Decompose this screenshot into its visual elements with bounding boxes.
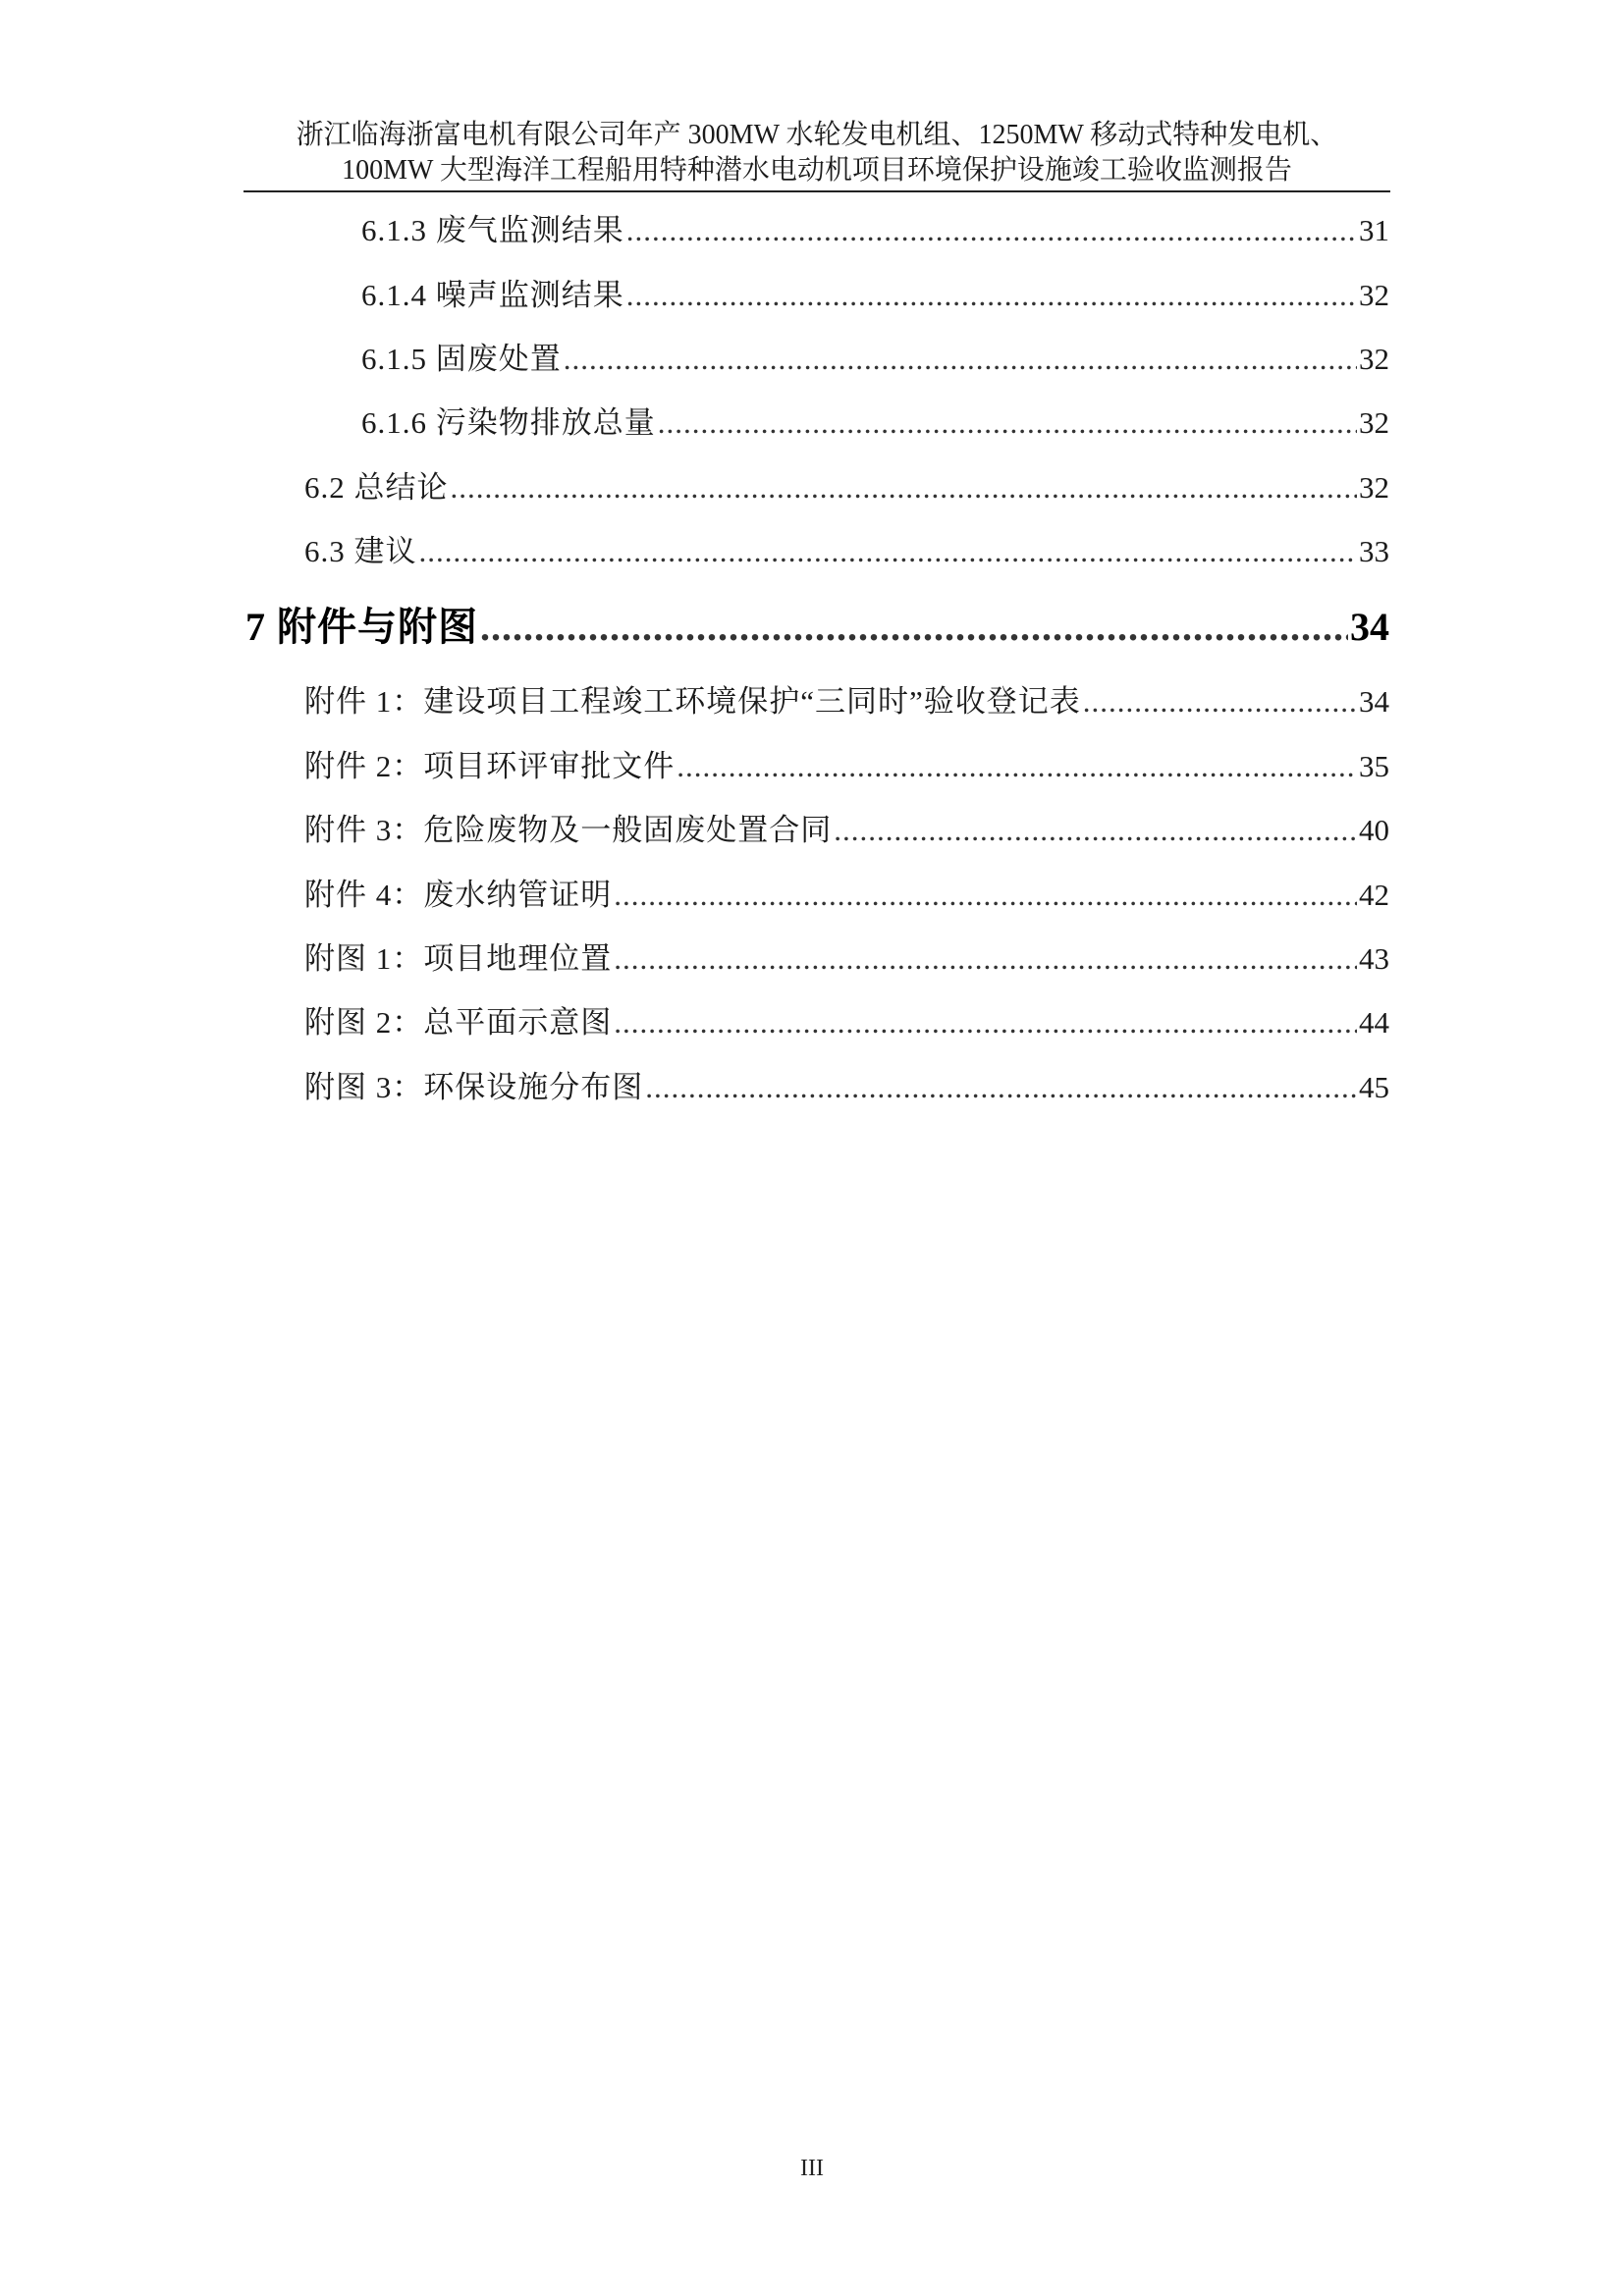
header-divider [244, 190, 1390, 192]
toc-entry-page: 32 [1359, 342, 1389, 376]
toc-dot-leader [451, 468, 1358, 507]
toc-entry-page: 33 [1359, 534, 1389, 568]
running-header-line-1: 浙江临海浙富电机有限公司年产 300MW 水轮发电机组、1250MW 移动式特种发电机、 [296, 120, 1338, 150]
toc-entry-title: 6.2 总结论 [304, 470, 449, 505]
toc-entry-6-1-6[interactable] [361, 403, 1389, 443]
toc-entry-page: 40 [1359, 813, 1389, 847]
toc-entry-attachment-2[interactable] [304, 747, 1389, 786]
toc-entry-title: 6.1.6 污染物排放总量 [361, 405, 656, 440]
toc-entry-title: 附图 1：项目地理位置 [304, 941, 613, 976]
toc-entry-title: 附件 1：建设项目工程竣工环境保护“三同时”验收登记表 [304, 684, 1081, 719]
toc-entry-6-1-4[interactable] [361, 276, 1389, 315]
toc-entry-page: 45 [1359, 1070, 1389, 1104]
toc-entry-figure-1[interactable] [304, 939, 1389, 979]
toc-dot-leader [614, 939, 1357, 979]
toc-dot-leader [626, 276, 1357, 315]
toc-entry-title: 附图 2：总平面示意图 [304, 1005, 613, 1040]
toc-entry-figure-2[interactable] [304, 1003, 1389, 1042]
toc-dot-leader [626, 211, 1357, 250]
toc-entry-6-2[interactable] [304, 468, 1389, 507]
toc-entry-attachment-3[interactable] [304, 811, 1389, 850]
toc-entry-title: 6.3 建议 [304, 534, 417, 568]
toc-entry-page: 43 [1359, 941, 1389, 976]
toc-entry-page: 42 [1359, 878, 1389, 912]
toc-entry-attachment-4[interactable] [304, 876, 1389, 915]
toc-entry-page: 32 [1359, 405, 1389, 440]
toc-entry-page: 32 [1359, 470, 1389, 505]
toc-entry-title: 附件 2：项目环评审批文件 [304, 749, 676, 783]
toc-dot-leader [1083, 682, 1357, 721]
toc-dot-leader [834, 811, 1357, 850]
toc-entry-page: 32 [1359, 278, 1389, 312]
toc-entry-title: 6.1.3 废气监测结果 [361, 213, 624, 247]
toc-entry-title: 6.1.4 噪声监测结果 [361, 278, 624, 312]
toc-dot-leader [614, 1003, 1357, 1042]
toc-dot-leader [419, 532, 1358, 571]
toc-entry-page: 31 [1359, 213, 1389, 247]
toc-entry-attachment-1[interactable] [304, 682, 1389, 721]
toc-entry-page: 34 [1359, 684, 1389, 719]
toc-entry-6-1-3[interactable] [361, 211, 1389, 250]
toc-entry-figure-3[interactable] [304, 1068, 1389, 1107]
toc-dot-leader [480, 604, 1348, 651]
toc-entry-page: 44 [1359, 1005, 1389, 1040]
toc-entry-title: 附件 3：危险废物及一般固废处置合同 [304, 813, 833, 847]
toc-dot-leader [614, 876, 1357, 915]
running-header [244, 118, 1390, 188]
toc-entry-page: 34 [1350, 605, 1389, 649]
toc-entry-title: 7 附件与附图 [245, 605, 478, 649]
toc-entry-title: 附图 3：环保设施分布图 [304, 1070, 644, 1104]
toc-entry-chapter-7[interactable] [245, 604, 1389, 651]
running-header-line-2: 100MW 大型海洋工程船用特种潜水电动机项目环境保护设施竣工验收监测报告 [342, 155, 1292, 186]
page-number: III [800, 2156, 824, 2181]
toc-dot-leader [677, 747, 1357, 786]
toc-entry-6-3[interactable] [304, 532, 1389, 571]
toc-dot-leader [658, 403, 1357, 443]
toc-dot-leader [564, 340, 1357, 379]
toc-dot-leader [645, 1068, 1357, 1107]
toc-entry-title: 6.1.5 固废处置 [361, 342, 562, 376]
toc-entry-6-1-5[interactable] [361, 340, 1389, 379]
toc-entry-title: 附件 4：废水纳管证明 [304, 878, 613, 912]
toc-entry-page: 35 [1359, 749, 1389, 783]
